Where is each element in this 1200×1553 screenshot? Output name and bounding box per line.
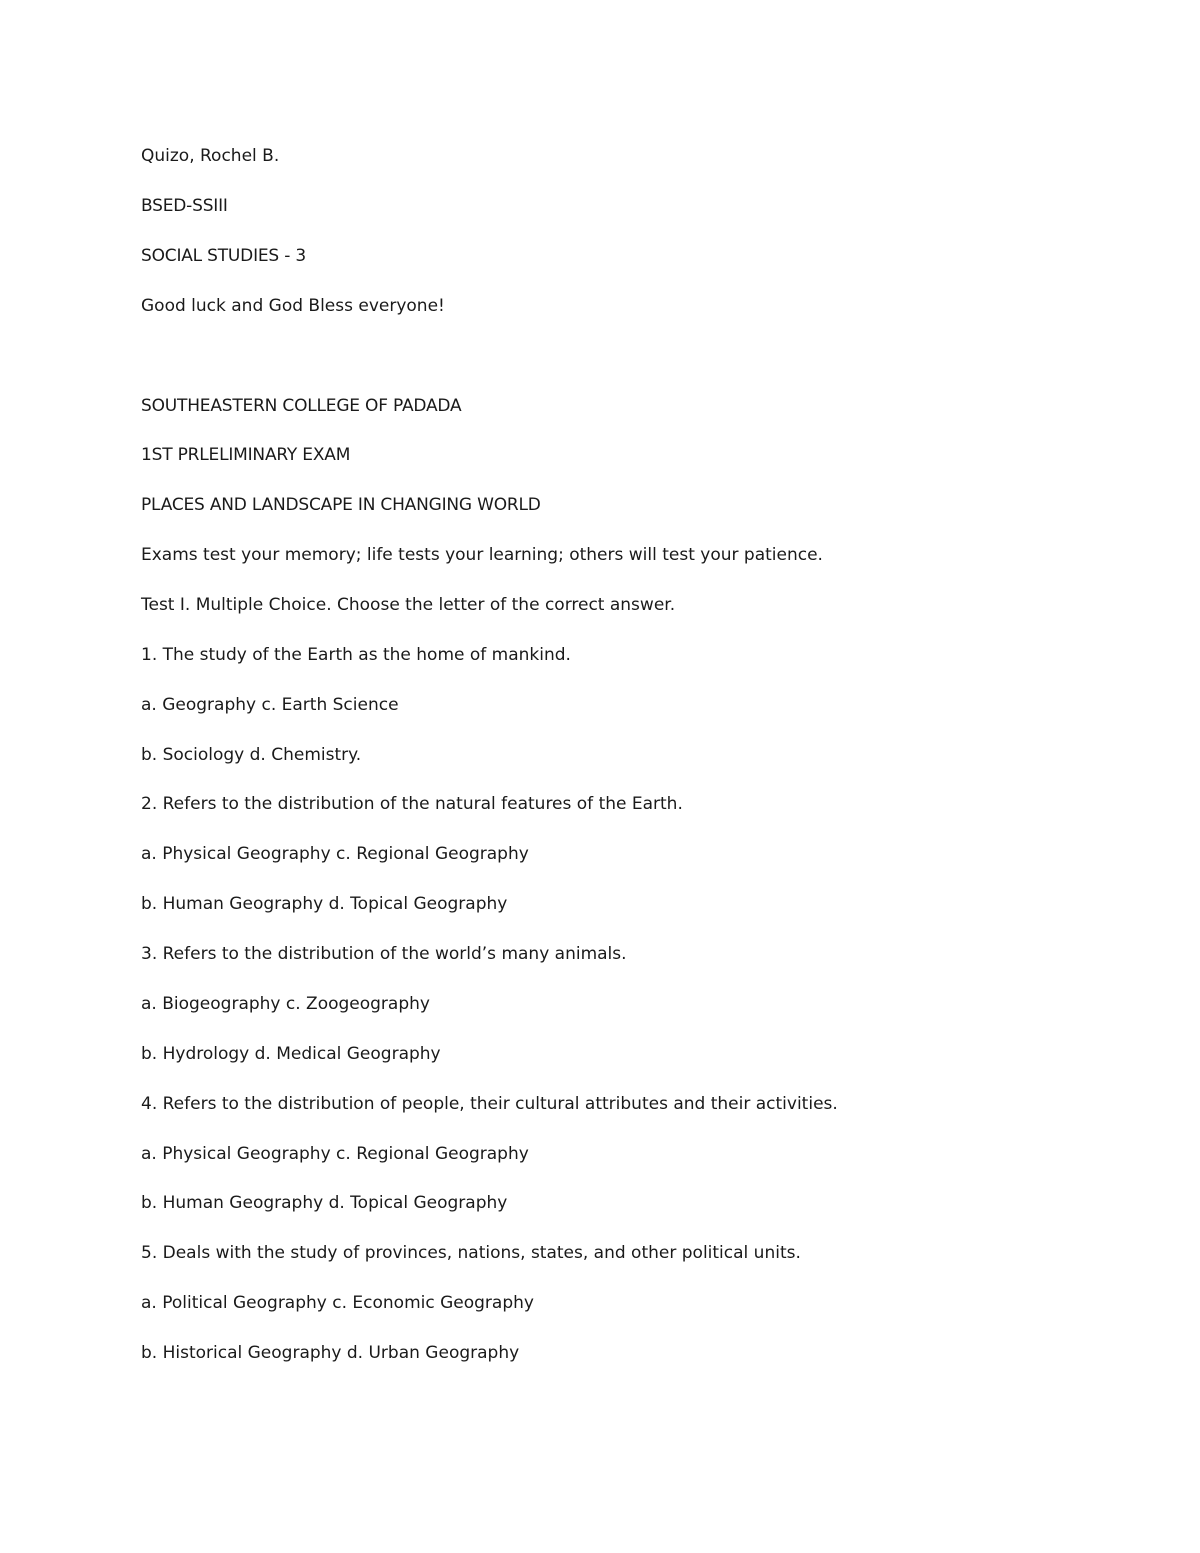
question-3-choices-ac: a. Biogeography c. Zoogeography bbox=[141, 994, 430, 1014]
question-1: 1. The study of the Earth as the home of mankind. bbox=[141, 645, 571, 665]
question-1-choices-bd: b. Sociology d. Chemistry. bbox=[141, 745, 362, 765]
question-4: 4. Refers to the distribution of people, their cultural attributes and their activities. bbox=[141, 1094, 838, 1114]
course-title: PLACES AND LANDSCAPE IN CHANGING WORLD bbox=[141, 495, 541, 515]
question-2-choices-bd: b. Human Geography d. Topical Geography bbox=[141, 894, 508, 914]
question-5-choices-bd: b. Historical Geography d. Urban Geography bbox=[141, 1343, 520, 1363]
exam-quote: Exams test your memory; life tests your learning; others will test your patience. bbox=[141, 545, 823, 565]
test-instructions: Test I. Multiple Choice. Choose the letter of the correct answer. bbox=[141, 595, 676, 615]
question-4-choices-bd: b. Human Geography d. Topical Geography bbox=[141, 1193, 508, 1213]
question-2-choices-ac: a. Physical Geography c. Regional Geography bbox=[141, 844, 529, 864]
student-name: Quizo, Rochel B. bbox=[141, 146, 280, 166]
question-1-choices-ac: a. Geography c. Earth Science bbox=[141, 695, 399, 715]
school-name: SOUTHEASTERN COLLEGE OF PADADA bbox=[141, 396, 462, 416]
question-5-choices-ac: a. Political Geography c. Economic Geography bbox=[141, 1293, 534, 1313]
question-5: 5. Deals with the study of provinces, nations, states, and other political units. bbox=[141, 1243, 801, 1263]
question-3-choices-bd: b. Hydrology d. Medical Geography bbox=[141, 1044, 441, 1064]
question-3: 3. Refers to the distribution of the world’s many animals. bbox=[141, 944, 627, 964]
question-4-choices-ac: a. Physical Geography c. Regional Geography bbox=[141, 1144, 529, 1164]
subject-label: SOCIAL STUDIES - 3 bbox=[141, 246, 306, 266]
question-2: 2. Refers to the distribution of the natural features of the Earth. bbox=[141, 794, 683, 814]
student-course: BSED-SSIII bbox=[141, 196, 228, 216]
exam-name: 1ST PRLELIMINARY EXAM bbox=[141, 445, 351, 465]
greeting: Good luck and God Bless everyone! bbox=[141, 296, 445, 316]
